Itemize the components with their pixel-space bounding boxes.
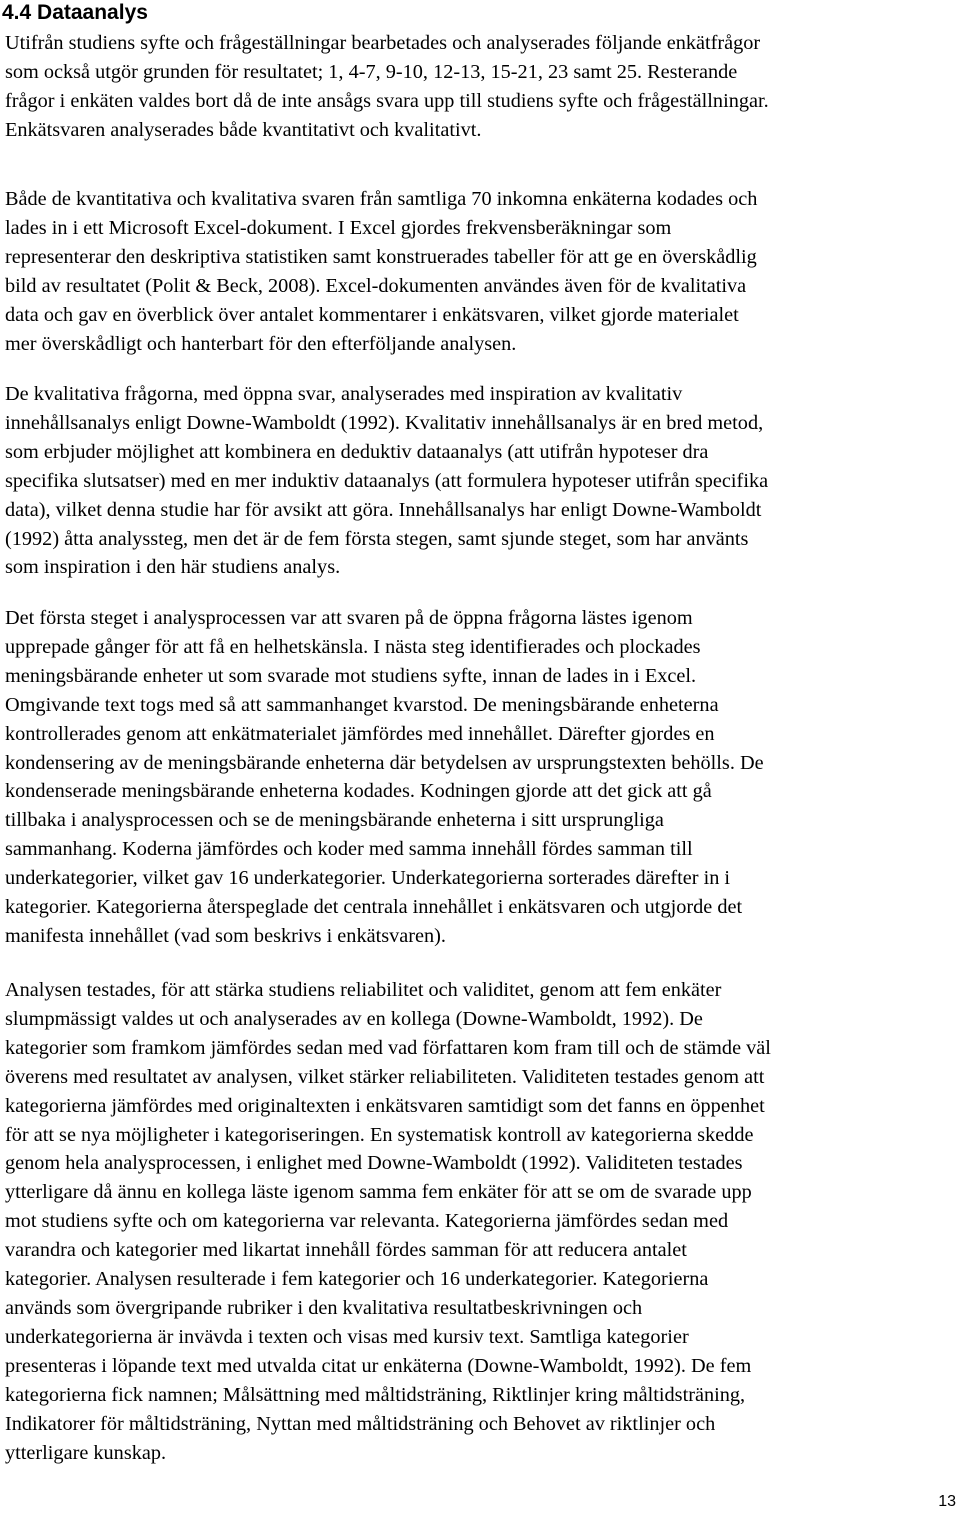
paragraph-line: Både de kvantitativa och kvalitativa svaren från samtliga 70 inkomna enkäterna kodades och: [5, 188, 758, 210]
paragraph-line: underkategorierna är invävda i texten och visas med kursiv text. Samtliga kategorier: [5, 1325, 689, 1348]
paragraph-line: varandra och kategorier med likartat innehåll fördes samman för att reducera antalet: [5, 1239, 687, 1262]
paragraph-line: lades in i ett Microsoft Excel-dokument. I Excel gjordes frekvensberäkningar som: [5, 216, 672, 239]
paragraph-line: meningsbärande enheter ut som svarade mot studiens syfte, innan de lades in i Excel.: [5, 664, 697, 687]
paragraph-line: som inspiration i den här studiens analys.: [5, 556, 341, 579]
paragraph-line: (1992) åtta analyssteg, men det är de fem första stegen, samt sjunde steget, som har använts: [5, 527, 749, 550]
paragraph-line: som också utgör grunden för resultatet; 1, 4-7, 9-10, 12-13, 15-21, 23 samt 25. Resterande: [5, 60, 738, 83]
paragraph-line: innehållsanalys enligt Downe-Wamboldt (1992). Kvalitativ innehållsanalys är en bred metod,: [5, 411, 764, 434]
paragraph-line: som erbjuder möjlighet att kombinera en deduktiv dataanalys (att utifrån hypoteser dra: [5, 440, 709, 463]
body-paragraph: [5, 604, 764, 951]
body-paragraph: [5, 976, 771, 1467]
paragraph-line: överens med resultatet av analysen, vilket stärker reliabiliteten. Validiteten testades genom att: [5, 1065, 765, 1088]
paragraph-line: kondenserade meningsbärande enheterna kodades. Kodningen gjorde att det gick att gå: [5, 780, 712, 803]
paragraph-line: används som övergripande rubriker i den kvalitativa resultatbeskrivningen och: [5, 1296, 643, 1319]
paragraph-line: kategorierna fick namnen; Målsättning med måltidsträning, Riktlinjer kring måltidsträning,: [5, 1383, 746, 1406]
paragraph-line: Omgivande text togs med så att sammanhanget kvarstod. De meningsbärande enheterna: [5, 693, 719, 716]
paragraph-line: specifika slutsatser) med en mer induktiv dataanalys (att formulera hypoteser utifrån specifika: [5, 469, 769, 492]
paragraph-line: Enkätsvaren analyserades både kvantitativt och kvalitativt.: [5, 118, 482, 141]
paragraph-line: De kvalitativa frågorna, med öppna svar, analyserades med inspiration av kvalitativ: [5, 383, 683, 405]
paragraph-line: frågor i enkäten valdes bort då de inte ansågs svara upp till studiens syfte och frågeställningar.: [5, 89, 769, 112]
paragraph-line: ytterligare kunskap.: [5, 1441, 167, 1464]
paragraph-line: genom hela analysprocessen, i enlighet med Downe-Wamboldt (1992). Validiteten testades: [5, 1152, 743, 1175]
body-paragraph: [5, 29, 769, 145]
paragraph-line: kategorier. Analysen resulterade i fem kategorier och 16 underkategorier. Kategorierna: [5, 1268, 709, 1291]
paragraph-line: upprepade gånger för att få en helhetskänsla. I nästa steg identifierades och plockades: [5, 635, 701, 658]
section-heading: 4.4 Dataanalys: [2, 1, 148, 24]
paragraph-line: data), vilket denna studie har för avsikt att göra. Innehållsanalys har enligt Downe-Wamboldt: [5, 498, 762, 521]
paragraph-line: tillbaka i analysprocessen och se de meningsbärande enheterna i sitt ursprungliga: [5, 809, 664, 832]
paragraph-line: bild av resultatet (Polit & Beck, 2008). Excel-dokumenten användes även för de kvalitativa: [5, 274, 747, 297]
paragraph-line: data och gav en överblick över antalet kommentarer i enkätsvaren, vilket gjorde materialet: [5, 303, 739, 326]
paragraph-line: Indikatorer för måltidsträning, Nyttan med måltidsträning och Behovet av riktlinjer och: [5, 1412, 716, 1435]
page-number: 13: [938, 1493, 956, 1510]
paragraph-line: sammanhang. Koderna jämfördes och koder med samma innehåll fördes samman till: [5, 838, 693, 861]
paragraph-line: kategorier. Kategorierna återspeglade det centrala innehållet i enkätsvaren och utgjorde det: [5, 896, 743, 919]
paragraph-line: kategorier som framkom jämfördes sedan med vad författaren kom fram till och de stämde väl: [5, 1036, 771, 1059]
paragraph-line: manifesta innehållet (vad som beskrivs i enkätsvaren).: [5, 924, 446, 947]
paragraph-line: kontrollerades genom att enkätmaterialet jämfördes med innehållet. Därefter gjordes en: [5, 722, 715, 745]
paragraph-line: kategorierna jämfördes med originaltexten i enkätsvaren samtidigt som det fanns en öppenhet: [5, 1094, 765, 1117]
paragraph-line: slumpmässigt valdes ut och analyserades av en kollega (Downe-Wamboldt, 1992). De: [5, 1007, 703, 1030]
paragraph-line: ytterligare då ännu en kollega läste igenom samma fem enkäter för att se om de svarade upp: [5, 1181, 752, 1204]
paragraph-line: mot studiens syfte och om kategorierna var relevanta. Kategorierna jämfördes sedan med: [5, 1210, 729, 1233]
paragraph-line: representerar den deskriptiva statistiken samt konstruerades tabeller för att ge en överskådlig: [5, 245, 757, 268]
paragraph-line: Det första steget i analysprocessen var att svaren på de öppna frågorna lästes igenom: [5, 607, 693, 629]
paragraph-line: kondensering av de meningsbärande enheterna där betydelsen av ursprungstexten behölls. De: [5, 751, 764, 774]
paragraph-line: Utifrån studiens syfte och frågeställningar bearbetades och analyserades följande enkätfrågor: [5, 32, 761, 54]
paragraph-line: underkategorier, vilket gav 16 underkategorier. Underkategorierna sorterades därefter in i: [5, 867, 731, 890]
body-paragraph: [5, 380, 768, 582]
paragraph-line: Analysen testades, för att stärka studiens reliabilitet och validitet, genom att fem enkäter: [5, 979, 722, 1001]
body-paragraph: [5, 185, 757, 358]
paragraph-line: för att se nya möjligheter i kategoriseringen. En systematisk kontroll av kategorierna skedde: [5, 1123, 754, 1146]
paragraph-line: presenteras i löpande text med utvalda citat ur enkäterna (Downe-Wamboldt, 1992). De fem: [5, 1354, 752, 1377]
paragraph-line: mer överskådligt och hanterbart för den efterföljande analysen.: [5, 332, 517, 355]
